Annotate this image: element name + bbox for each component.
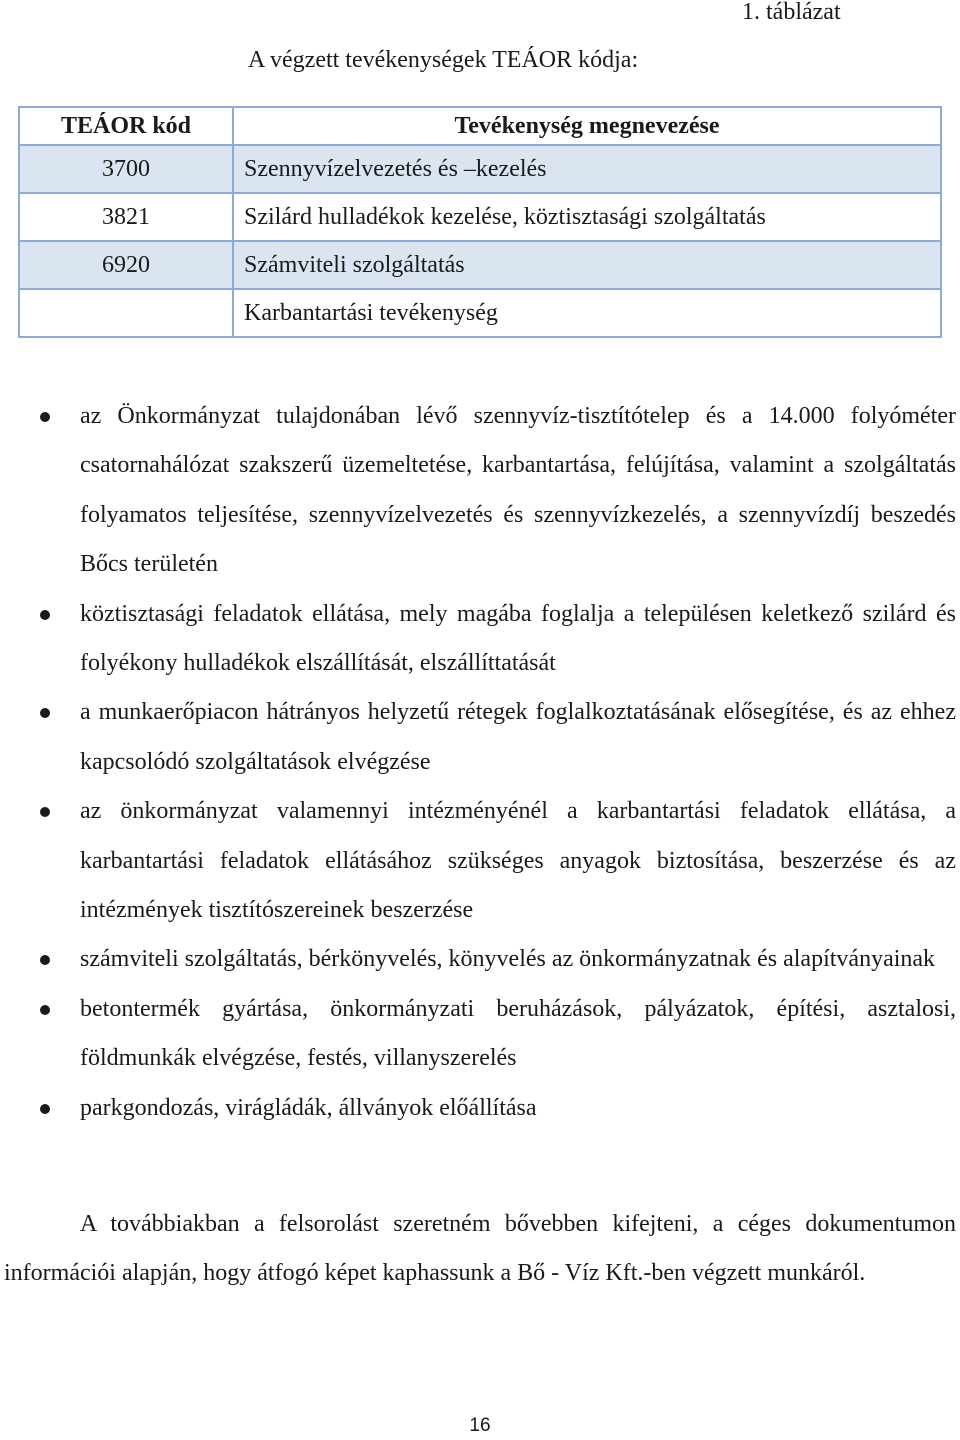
row-name: Karbantartási tevékenység (233, 289, 941, 337)
bullet-icon (40, 708, 50, 718)
table-caption: 1. táblázat (742, 0, 841, 25)
row-name: Szennyvízelvezetés és –kezelés (233, 145, 941, 193)
list-item-text: az önkormányzat valamennyi intézményénél a karbantartási feladatok ellátása, a karbantartási feladatok ellátásához szükséges anyagok biztosítása, beszerzése és az intézmények tisztítószereinek beszerzése (80, 798, 956, 924)
row-code (19, 289, 233, 337)
table-row (19, 289, 941, 337)
table-row (19, 193, 941, 241)
bullet-icon (40, 955, 50, 965)
list-item (0, 688, 960, 787)
row-code: 3700 (19, 145, 233, 193)
table-header-row (19, 107, 941, 145)
row-name: Szilárd hulladékok kezelése, köztisztasági szolgáltatás (233, 193, 941, 241)
header-activity-name: Tevékenység megnevezése (233, 107, 941, 145)
teaor-table (18, 106, 942, 338)
page-number: 16 (469, 1415, 491, 1436)
bullet-icon (40, 807, 50, 817)
row-code: 6920 (19, 241, 233, 289)
list-item-text: a munkaerőpiacon hátrányos helyzetű rétegek foglalkoztatásának elősegítése, és az ehhez kapcsolódó szolgáltatások elvégzése (80, 699, 956, 775)
list-item-text: az Önkormányzat tulajdonában lévő szennyvíz-tisztítótelep és a 14.000 folyóméter csatornahálózat szakszerű üzemeltetése, karbantartása, felújítása, valamint a szolgáltatás folyamatos teljesítése, szennyvízelvezetés és szennyvízkezelés, a szennyvízdíj beszedés Bőcs területén (80, 403, 956, 578)
list-item (0, 985, 960, 1084)
bullet-icon (40, 412, 50, 422)
row-code: 3821 (19, 193, 233, 241)
closing-paragraph: A továbbiakban a felsorolást szeretném bővebben kifejteni, a céges dokumentumon információi alapján, hogy átfogó képet kaphassunk a Bő - Víz Kft.-ben végzett munkáról. (4, 1211, 956, 1287)
list-item (0, 392, 960, 590)
list-item-text: köztisztasági feladatok ellátása, mely magába foglalja a településen keletkező szilárd és folyékony hulladékok elszállítását, elszállíttatását (80, 600, 956, 677)
list-item-text: parkgondozás, virágládák, állványok előállítása (80, 1094, 537, 1121)
table-row (19, 241, 941, 289)
list-item (0, 590, 960, 689)
list-item (0, 1084, 960, 1133)
bullet-icon (40, 610, 50, 620)
bullet-icon (40, 1104, 50, 1114)
bullet-icon (40, 1005, 50, 1015)
header-teaor-code: TEÁOR kód (19, 107, 233, 145)
table-row (19, 145, 941, 193)
list-item (0, 935, 960, 984)
row-name: Számviteli szolgáltatás (233, 241, 941, 289)
list-item-text: betontermék gyártása, önkormányzati beruházások, pályázatok, építési, asztalosi, földmunkák elvégzése, festés, villanyszerelés (80, 995, 956, 1072)
list-item (0, 787, 960, 935)
list-item-text: számviteli szolgáltatás, bérkönyvelés, könyvelés az önkormányzatnak és alapítványainak (80, 946, 936, 973)
section-heading: A végzett tevékenységek TEÁOR kódja: (248, 47, 639, 73)
activity-list (0, 392, 960, 1133)
